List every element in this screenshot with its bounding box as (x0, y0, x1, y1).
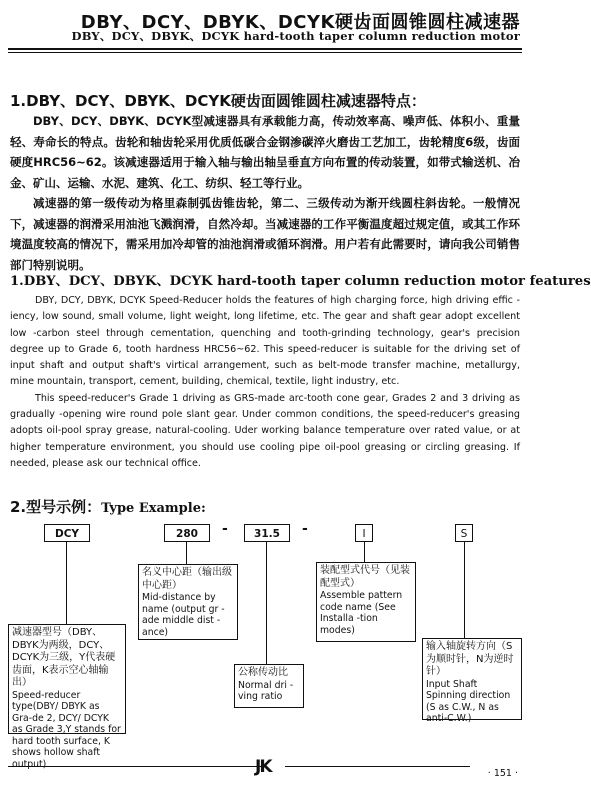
box-center-distance-en: Mid-distance by name (output gr -ade middle dist -ance) (142, 592, 225, 638)
section1-para1-cn: DBY、DCY、DBYK、DCYK型减速器具有承载能力高，传动效率高、噪声低、体积小、重量轻、寿命长的特点。齿轮和轴齿轮采用优质低碳合金钢渗碳淬火磨齿工艺加工，齿轮精度6级，齿面硬度HRC56~62。该减速器适用于输入轴与输出轴呈垂直方向布置的传动装置，如带式输送机、冶金、矿山、运输、水泥、建筑、化工、纺织、轻工等行业。 (10, 114, 520, 190)
section2-heading-en: Type Example: (101, 501, 206, 516)
footer-rule-right (285, 766, 470, 767)
box-ratio-cn: 公称传动比 (238, 667, 288, 678)
box-assembly (316, 562, 416, 642)
section1-body-en (10, 293, 520, 472)
box-ratio (234, 664, 304, 708)
box-rotation-en: Input Shaft Spinning direction (S as C.W., N as anti-C.W.) (426, 678, 511, 725)
page-number: · 151 · (487, 768, 518, 779)
section2-heading-cn: 2.型号示例： (10, 498, 102, 516)
header-rule (8, 48, 522, 50)
connector-rotation (464, 542, 465, 638)
box-rotation (422, 638, 522, 725)
section1-para2-en: This speed-reducer's Grade 1 driving as GRS-made arc-tooth cone gear, Grades 2 and 3 driving as gradually -opening wire round pole slant gear. Under common conditions, the speed-reducer's greasing adopts oil-pool spray grease, natural-cooling. Uder working balance temperature over rated value, or at higher temperature environment, you should use cooling pipe oil-pool greasing or circling greasing. If needed, please ask our technical office. (10, 392, 520, 469)
section1-para2-cn: 减速器的第一级传动为格里森制弧齿锥齿轮，第二、三级传动为渐开线圆柱斜齿轮。一般情况下，减速器的润滑采用油池飞溅润滑，自然冷却。当减速器的工作平衡温度超过规定值，或其工作环境温度较高的情况下，需采用加冷却管的油池润滑或循环润滑。用户若有此需要时，请向我公司销售部门特别说明。 (10, 196, 520, 272)
box-center-distance-cn: 名义中心距（输出级中心距） (142, 567, 232, 591)
box-reducer-type-en: Speed-reducer type(DBY/ DBYK as Gra-de 2, DCY/ DCYK as Grade 3,Y stands for hard tooth surface, K shows hollow shaft output) (12, 689, 121, 771)
code-assembly: I (355, 524, 373, 542)
section2-heading (10, 496, 206, 517)
box-reducer-type-cn: 减速器型号（DBY、DBYK为两级，DCY、DCYK为三级，Y代表硬齿面，K表示空心轴输出） (12, 627, 116, 688)
section1-para1-en: DBY, DCY, DBYK, DCYK Speed-Reducer holds the features of high charging force, high driving effic -iency, low sound, small volume, light weight, long lifetime, etc. The gear and shaft gear adopt excellent low -carbon steel through cementation, quenching and tooth-grinding technology, gear's precision degree up to Grade 6, tooth hardness HRC56~62. This speed-reducer is suitable for the driving set of input shaft and output shaft's virtical arrangement, such as belt-mode transfer machine, metallurgy, mine mountain, transport, cement, building, chemical, textile, light industry, etc. (10, 295, 520, 388)
connector-type (66, 542, 67, 624)
box-assembly-cn: 装配型式代号（见装配型式） (320, 565, 410, 589)
connector-assembly (364, 542, 365, 562)
company-logo: JK (255, 757, 271, 777)
footer-rule-left (8, 766, 265, 767)
box-ratio-en: Normal dri -ving ratio (238, 679, 294, 703)
section1-heading-cn: 1.DBY、DCY、DBYK、DCYK硬齿面圆锥圆柱减速器特点： (10, 92, 426, 110)
header-rule-thin (8, 52, 522, 53)
box-center-distance (138, 564, 238, 640)
box-reducer-type (8, 624, 126, 771)
dash-2: - (302, 521, 308, 537)
code-rotation: S (455, 524, 473, 542)
section1-body-cn (10, 111, 520, 275)
box-assembly-en: Assemble pattern code name (See Installa -tion modes) (320, 590, 403, 636)
connector-distance (186, 542, 187, 564)
code-ratio: 31.5 (244, 524, 290, 542)
code-type: DCY (44, 524, 90, 542)
header-title-cn: DBY、DCY、DBYK、DCYK硬齿面圆锥圆柱减速器 (80, 12, 520, 33)
connector-ratio (266, 542, 267, 664)
code-distance: 280 (164, 524, 210, 542)
box-rotation-cn: 输入轴旋转方向（S为顺时针，N为逆时针） (426, 641, 514, 677)
header-title-en: DBY、DCY、DBYK、DCYK hard-tooth taper column reduction motor (71, 29, 520, 43)
section1-heading-en: 1.DBY、DCY、DBYK、DCYK hard-tooth taper column reduction motor features (10, 274, 591, 289)
dash-1: - (222, 521, 228, 537)
